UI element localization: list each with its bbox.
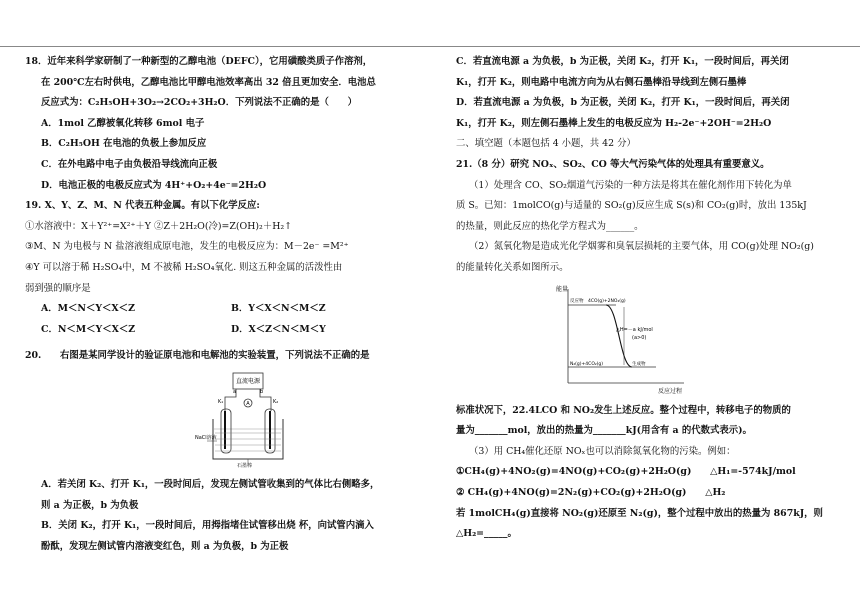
switch-k2-label: K₂ <box>273 398 279 405</box>
reactant-tag: 反应物 <box>570 298 584 304</box>
a-condition-label: (a>0) <box>632 334 647 341</box>
right-text-line: 的能量转化关系如图所示。 <box>456 261 569 273</box>
right-text-line: △H₂=_____。 <box>456 528 517 540</box>
q19-options-row-1 <box>25 299 430 320</box>
q20-cd-q21-block <box>456 52 844 279</box>
right-text-line: K₁，打开 K₂，则左侧石墨棒上发生的电极反应为 H₂-2e⁻+2OH⁻=2H₂O <box>456 117 772 129</box>
header-rule <box>0 46 860 47</box>
left-text-line: D．电池正极的电极反应式为 4H⁺+O₂+4e⁻=2H₂O <box>41 179 267 191</box>
left-text-line: ①水溶液中：X＋Y²⁺=X²⁺＋Y ②Z＋2H₂O(冷)=Z(OH)₂＋H₂↑ <box>25 220 292 232</box>
electrolysis-apparatus-figure <box>195 371 298 469</box>
terminal-a-label: a <box>233 388 237 395</box>
left-text-line: ④Y 可以溶于稀 H₂SO₄中，M 不被稀 H₂SO₄氧化. 则这五种金属的活泼性由 <box>25 261 343 273</box>
right-text-line: ② CH₄(g)+4NO(g)=2N₂(g)+CO₂(g)+2H₂O(g) △H₂ <box>456 486 726 498</box>
left-text-line: 酚酞，发现左侧试管内溶液变红色，则 a 为负极，b 为正极 <box>41 540 289 552</box>
right-text-line: 量为_______mol，放出的热量为_______kJ(用含有 a 的代数式表示)。 <box>456 425 752 437</box>
right-text-line: 标准状况下，22.4LCO 和 NO₂发生上述反应。整个过程中，转移电子的物质的 <box>456 404 791 416</box>
left-column <box>25 52 430 557</box>
left-text-line: 19. X、Y、Z、M、N 代表五种金属。有以下化学反应: <box>25 200 260 212</box>
energy-axis-label: 能量 <box>556 285 569 293</box>
right-text-line: 若 1molCH₄(g)直接将 NO₂(g)还原至 N₂(g)，整个过程中放出的热量为 867kJ，则 <box>456 507 823 519</box>
left-text-line: A．若关闭 K₂、打开 K₁，一段时间后，发现左侧试管收集到的气体比右侧略多， <box>41 478 380 490</box>
right-text-line: 质 S。已知：1molCO(g)与适量的 SO₂(g)反应生成 S(s)和 CO₂(g)时，放出 135kJ <box>456 200 807 212</box>
power-source-label: 直流电源 <box>235 377 261 385</box>
process-axis-label: 反应过程 <box>658 387 683 395</box>
left-text-line: 则 a 为正极，b 为负极 <box>41 499 139 511</box>
left-text-line: 在 200℃左右时供电，乙醇电池比甲醇电池效率高出 32 倍且更加安全．电池总 <box>41 76 376 88</box>
q20-stem: 20. 右图是某同学设计的验证原电池和电解池的实验装置，下列说法不正确的是 <box>25 350 370 362</box>
right-text-line: C．若直流电源 a 为负极，b 为正极，关闭 K₂，打开 K₁，一段时间后，再关闭 <box>456 56 789 67</box>
right-text-line: ①CH₄(g)+4NO₂(g)=4NO(g)+CO₂(g)+2H₂O(g) △H₁=-574kJ/mol <box>456 466 796 478</box>
left-text-line: A．1mol 乙醇被氧化转移 6mol 电子 <box>41 117 205 129</box>
q18-q19-block <box>25 52 430 299</box>
reactant-formula: 4CO(g)+2NO₂(g) <box>588 298 626 304</box>
nacl-solution-label: NaCl溶液 <box>195 434 217 441</box>
switch-k1-label: K₁ <box>218 398 224 405</box>
graphite-rod-label: 石墨棒 <box>237 462 253 469</box>
ammeter-label: A <box>246 400 250 407</box>
right-column <box>456 52 844 545</box>
terminal-b-label: b <box>260 388 264 395</box>
right-text-line: （1）处理含 CO、SO₂烟道气污染的一种方法是将其在催化剂作用下转化为单 <box>469 179 792 191</box>
right-text-line: K₁，打开 K₂，则电路中电流方向为从右侧石墨棒沿导线到左侧石墨棒 <box>456 76 747 88</box>
right-text-line: D．若直流电源 a 为负极，b 为正极，关闭 K₂，打开 K₁，一段时间后，再关闭 <box>456 97 790 109</box>
left-text-line: C．在外电路中电子由负极沿导线流向正极 <box>41 158 218 170</box>
q21-cont-block <box>456 401 844 545</box>
delta-h-label: △H=－a kJ/mol <box>616 326 653 333</box>
right-text-line: 21.（8 分）研究 NOₓ、SO₂、CO 等大气污染气体的处理具有重要意义。 <box>456 158 770 170</box>
left-text-line: 18．近年来科学家研制了一种新型的乙醇电池（DEFC），它用磺酸类质子作溶剂， <box>25 56 373 67</box>
left-text-line: B．C₂H₅OH 在电池的负极上参加反应 <box>41 138 207 150</box>
right-text-line: （3）用 CH₄催化还原 NOₓ也可以消除氮氧化物的污染。例如： <box>469 445 736 457</box>
right-text-line: 二、填空题（本题包括 4 小题，共 42 分） <box>456 138 636 150</box>
energy-diagram-figure <box>556 283 691 395</box>
product-formula: N₂(g)+4CO₂(g) <box>570 361 604 367</box>
product-tag: 生成物 <box>632 361 646 367</box>
q19-option-b: B．Y＜X＜N＜M＜Z <box>231 303 326 315</box>
left-text-line: 反应式为：C₂H₅OH+3O₂→2CO₂+3H₂O．下列说法不正确的是（ ） <box>41 97 357 109</box>
left-text-line: 弱到强的顺序是 <box>25 282 91 294</box>
q19-option-a: A．M＜N＜Y＜X＜Z <box>41 303 135 315</box>
q20-options-block <box>25 475 430 557</box>
left-text-line: B．关闭 K₂，打开 K₁，一段时间后，用拇指堵住试管移出烧 杯，向试管内滴入 <box>41 520 374 532</box>
q19-option-c: C．N＜M＜Y＜X＜Z <box>41 323 136 335</box>
q19-option-d: D．X＜Z＜N＜M＜Y <box>231 323 326 335</box>
right-text-line: （2）氮氧化物是造成光化学烟雾和臭氧层损耗的主要气体，用 CO(g)处理 NO₂(g) <box>469 241 814 253</box>
left-text-line: ③M、N 为电极与 N 盐溶液组成原电池，发生的电极反应为：M－2e⁻ =M²⁺ <box>25 241 349 253</box>
q19-options-row-2 <box>25 320 430 341</box>
right-text-line: 的热量，则此反应的热化学方程式为______。 <box>456 220 644 232</box>
